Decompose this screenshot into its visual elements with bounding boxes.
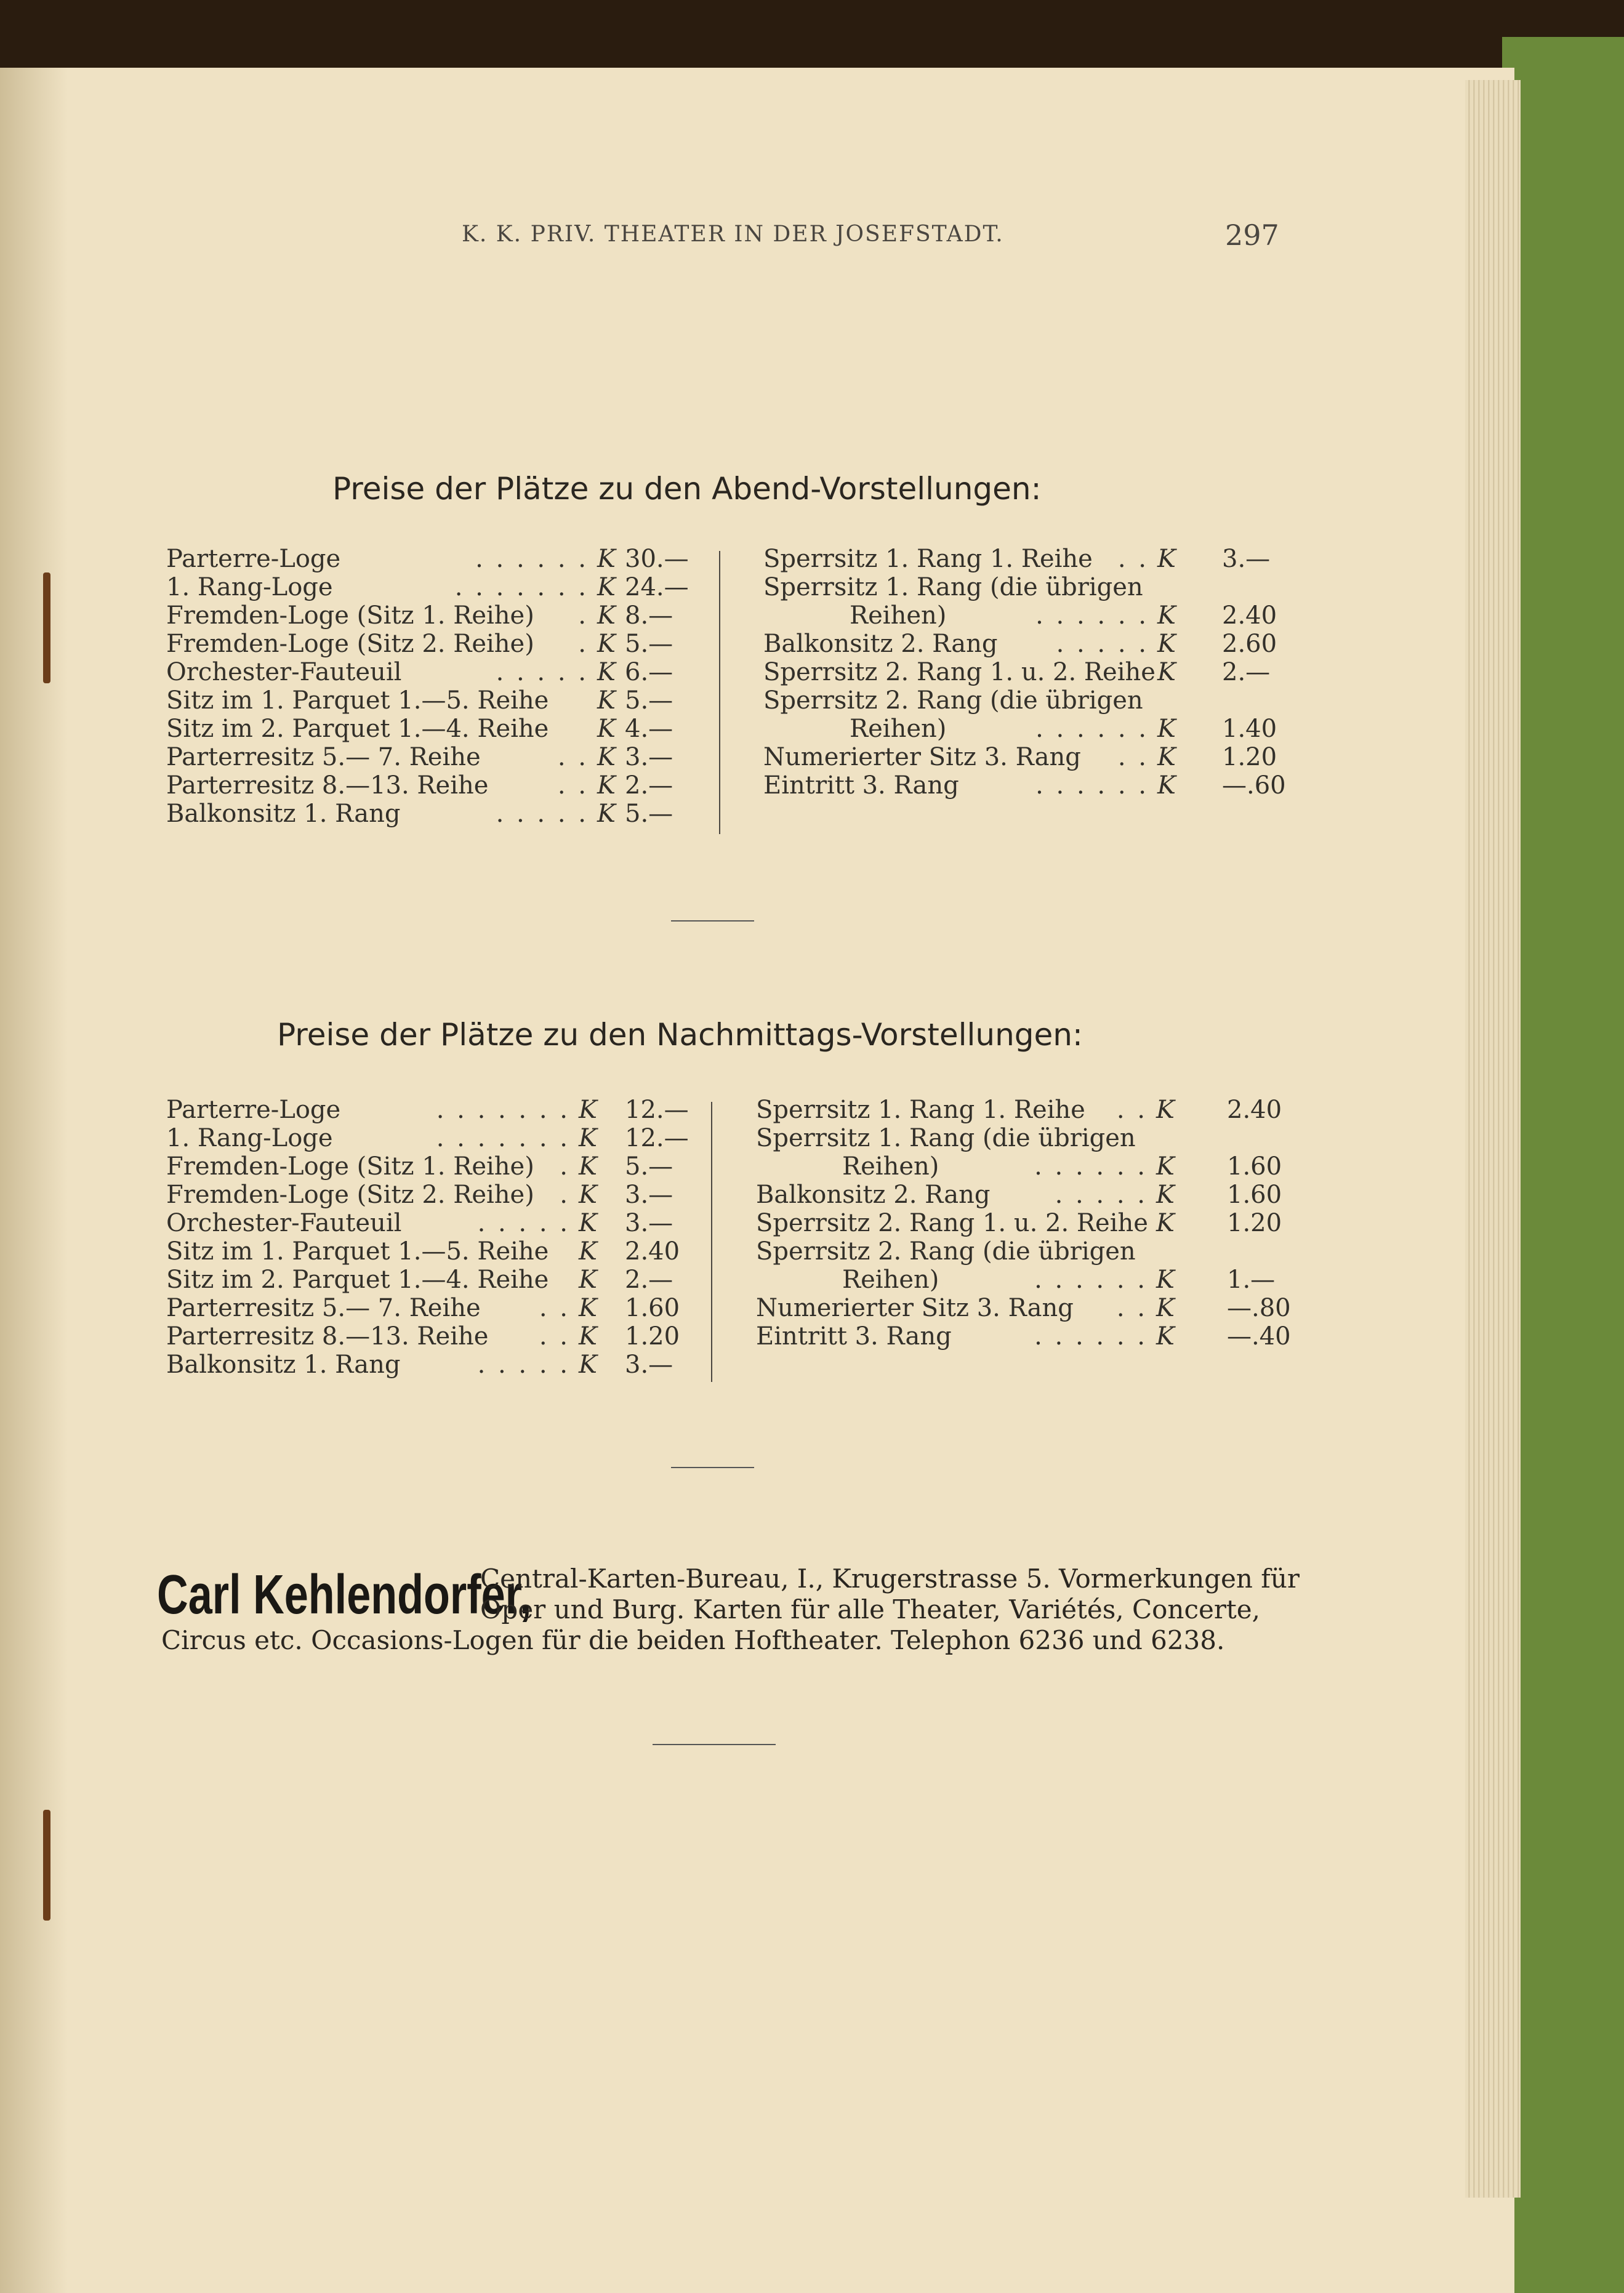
seat-label: Sitz im 2. Parquet 1.—4. Reihe xyxy=(166,1266,549,1294)
price-value: 3.— xyxy=(625,1351,673,1379)
price-row xyxy=(166,1124,689,1152)
seat-label: Sperrsitz 2. Rang (die übrigen xyxy=(756,1237,1136,1266)
leader-dots: . xyxy=(560,1181,570,1209)
currency-symbol: K xyxy=(1157,771,1176,800)
price-value: 24.— xyxy=(625,573,689,601)
leader-dots: . . xyxy=(1117,545,1149,573)
leader-dots: . . . . . . xyxy=(1035,715,1149,743)
leader-dots: . . . . . xyxy=(477,1351,570,1379)
leader-dots: . . . . . xyxy=(496,658,589,686)
price-row xyxy=(166,1096,689,1124)
price-value: 1.60 xyxy=(625,1294,680,1322)
currency-symbol: K xyxy=(1156,1266,1175,1294)
currency-symbol: K xyxy=(1157,743,1176,771)
seat-label: 1. Rang-Loge xyxy=(166,573,333,601)
seat-label: Sperrsitz 2. Rang 1. u. 2. Reihe xyxy=(763,658,1156,686)
price-row xyxy=(166,1351,677,1379)
price-value: 5.— xyxy=(625,630,673,658)
seat-label: Fremden-Loge (Sitz 1. Reihe) xyxy=(166,601,534,630)
price-row xyxy=(756,1209,1282,1237)
currency-symbol: K xyxy=(597,686,616,715)
currency-symbol: K xyxy=(597,800,616,828)
page-gutter xyxy=(0,68,68,2293)
seat-label: Sitz im 1. Parquet 1.—5. Reihe xyxy=(166,686,549,715)
currency-symbol: K xyxy=(579,1152,597,1181)
price-value: 5.— xyxy=(625,686,673,715)
price-value: 12.— xyxy=(625,1096,689,1124)
price-value: 1.60 xyxy=(1227,1152,1282,1181)
currency-symbol: K xyxy=(579,1266,597,1294)
seat-label: Sitz im 2. Parquet 1.—4. Reihe xyxy=(166,715,549,743)
price-row xyxy=(166,743,677,771)
afternoon-right-column xyxy=(756,1096,1291,1351)
price-value: 2.60 xyxy=(1222,630,1277,658)
currency-symbol: K xyxy=(579,1096,597,1124)
currency-symbol: K xyxy=(1156,1294,1175,1322)
price-value: 1.60 xyxy=(1227,1181,1282,1209)
seat-label: Eintritt 3. Rang xyxy=(756,1322,952,1351)
leader-dots: . . xyxy=(539,1322,570,1351)
currency-symbol: K xyxy=(579,1322,597,1351)
currency-symbol: K xyxy=(1156,1181,1175,1209)
price-row xyxy=(763,601,1277,630)
price-value: —.80 xyxy=(1227,1294,1291,1322)
price-value: 2.40 xyxy=(625,1237,680,1266)
currency-symbol: K xyxy=(1156,1096,1175,1124)
seat-label: Balkonsitz 2. Rang xyxy=(756,1181,991,1209)
currency-symbol: K xyxy=(597,545,616,573)
price-row xyxy=(763,545,1271,573)
price-row xyxy=(756,1152,1282,1181)
price-value: —.40 xyxy=(1227,1322,1291,1351)
price-value: 5.— xyxy=(625,800,673,828)
seat-label: Parterresitz 8.—13. Reihe xyxy=(166,1322,489,1351)
currency-symbol: K xyxy=(579,1294,597,1322)
leader-dots: . . . . . . xyxy=(1035,601,1149,630)
currency-symbol: K xyxy=(1157,545,1176,573)
leader-dots: . . . . . xyxy=(477,1209,570,1237)
seat-label: Sperrsitz 2. Rang (die übrigen xyxy=(763,686,1143,715)
price-row xyxy=(763,771,1286,800)
seat-label: Orchester-Fauteuil xyxy=(166,658,402,686)
seat-label: Parterre-Loge xyxy=(166,1096,341,1124)
seat-label: 1. Rang-Loge xyxy=(166,1124,333,1152)
currency-symbol: K xyxy=(579,1124,597,1152)
seat-label: Sitz im 1. Parquet 1.—5. Reihe xyxy=(166,1237,549,1266)
separator-rule xyxy=(653,1744,776,1745)
currency-symbol: K xyxy=(1156,1322,1175,1351)
currency-symbol: K xyxy=(1157,658,1176,686)
price-value: 1.20 xyxy=(1222,743,1277,771)
currency-symbol: K xyxy=(597,601,616,630)
leader-dots: . . . . . . xyxy=(1035,771,1149,800)
currency-symbol: K xyxy=(597,658,616,686)
price-value: 2.— xyxy=(625,771,673,800)
advert-line-2: Oper und Burg. Karten für alle Theater, Variétés, Concerte, xyxy=(480,1594,1261,1624)
seat-label: Sperrsitz 1. Rang (die übrigen xyxy=(763,573,1143,601)
advert-brand: Carl Kehlendorfer, xyxy=(157,1564,532,1626)
leader-dots: . xyxy=(560,1152,570,1181)
price-value: 6.— xyxy=(625,658,673,686)
price-value: 12.— xyxy=(625,1124,689,1152)
seat-label: Sperrsitz 1. Rang 1. Reihe xyxy=(763,545,1093,573)
price-row xyxy=(756,1322,1291,1351)
currency-symbol: K xyxy=(1156,1209,1175,1237)
price-value: 4.— xyxy=(625,715,673,743)
price-row xyxy=(166,1152,677,1181)
column-divider xyxy=(719,551,720,834)
price-value: 1.40 xyxy=(1222,715,1277,743)
price-value: 30.— xyxy=(625,545,689,573)
currency-symbol: K xyxy=(597,743,616,771)
price-row xyxy=(166,771,677,800)
leader-dots: . . . . . xyxy=(1055,1181,1148,1209)
price-row xyxy=(166,1294,680,1322)
leader-dots: . . xyxy=(1116,1294,1148,1322)
price-value: 2.— xyxy=(1222,658,1271,686)
seat-label: Sperrsitz 1. Rang 1. Reihe xyxy=(756,1096,1085,1124)
seat-label: Reihen) xyxy=(850,715,947,743)
advert-line-1: Central-Karten-Bureau, I., Krugerstrasse 5. Vormerkungen für xyxy=(480,1564,1300,1594)
price-row xyxy=(756,1124,1268,1152)
seat-label: Reihen) xyxy=(850,601,947,630)
price-row xyxy=(166,1322,680,1351)
currency-symbol: K xyxy=(1157,715,1176,743)
leader-dots: . . . . . xyxy=(496,800,589,828)
seat-label: Fremden-Loge (Sitz 1. Reihe) xyxy=(166,1152,534,1181)
price-value: 2.— xyxy=(625,1266,673,1294)
price-row xyxy=(166,1209,677,1237)
price-row xyxy=(166,601,677,630)
seat-label: Reihen) xyxy=(842,1152,939,1181)
seat-label: Parterresitz 5.— 7. Reihe xyxy=(166,1294,481,1322)
price-value: 5.— xyxy=(625,1152,673,1181)
price-value: 2.40 xyxy=(1222,601,1277,630)
currency-symbol: K xyxy=(597,771,616,800)
price-row xyxy=(756,1181,1282,1209)
leader-dots: . . . . . . . xyxy=(454,573,589,601)
leader-dots: . . . . . . xyxy=(1034,1152,1148,1181)
price-value: 3.— xyxy=(1222,545,1271,573)
leader-dots: . xyxy=(578,630,589,658)
separator-rule xyxy=(671,1467,754,1468)
price-row xyxy=(166,573,689,601)
leader-dots: . . xyxy=(557,771,589,800)
price-row xyxy=(166,800,677,828)
price-value: 1.— xyxy=(1227,1266,1276,1294)
leader-dots: . . . . . . xyxy=(1034,1266,1148,1294)
binding-clip xyxy=(43,572,50,683)
seat-label: Fremden-Loge (Sitz 2. Reihe) xyxy=(166,1181,534,1209)
leader-dots: . xyxy=(578,601,589,630)
seat-label: Fremden-Loge (Sitz 2. Reihe) xyxy=(166,630,534,658)
page-number: 297 xyxy=(1225,219,1279,252)
currency-symbol: K xyxy=(1156,1152,1175,1181)
currency-symbol: K xyxy=(579,1237,597,1266)
binding-clip xyxy=(43,1810,50,1921)
price-value: 8.— xyxy=(625,601,673,630)
leader-dots: . . xyxy=(557,743,589,771)
seat-label: Balkonsitz 1. Rang xyxy=(166,800,401,828)
price-row xyxy=(166,715,677,743)
currency-symbol: K xyxy=(579,1181,597,1209)
seat-label: Parterresitz 5.— 7. Reihe xyxy=(166,743,481,771)
price-row xyxy=(756,1096,1282,1124)
seat-label: Numerierter Sitz 3. Rang xyxy=(756,1294,1074,1322)
leader-dots: . . xyxy=(1117,743,1149,771)
price-row xyxy=(763,630,1277,658)
price-row xyxy=(763,743,1277,771)
currency-symbol: K xyxy=(579,1209,597,1237)
seat-label: Sperrsitz 1. Rang (die übrigen xyxy=(756,1124,1136,1152)
currency-symbol: K xyxy=(1157,630,1176,658)
leader-dots: . . xyxy=(539,1294,570,1322)
price-row xyxy=(756,1294,1291,1322)
seat-label: Parterre-Loge xyxy=(166,545,341,573)
price-value: 3.— xyxy=(625,743,673,771)
price-value: 1.20 xyxy=(625,1322,680,1351)
price-value: 2.40 xyxy=(1227,1096,1282,1124)
afternoon-heading: Preise der Plätze zu den Nachmittags-Vorstellungen: xyxy=(277,1017,1083,1053)
price-row xyxy=(756,1237,1268,1266)
seat-label: Balkonsitz 2. Rang xyxy=(763,630,998,658)
price-value: 3.— xyxy=(625,1181,673,1209)
currency-symbol: K xyxy=(1157,601,1176,630)
leader-dots: . . . . . xyxy=(1056,630,1149,658)
leader-dots: . . . . . . . xyxy=(436,1124,570,1152)
price-row xyxy=(166,1266,677,1294)
price-value: —.60 xyxy=(1222,771,1286,800)
leader-dots: . . . . . . . xyxy=(436,1096,570,1124)
price-row xyxy=(756,1266,1276,1294)
advert-line-3: Circus etc. Occasions-Logen für die beiden Hoftheater. Telephon 6236 und 6238. xyxy=(161,1625,1225,1655)
price-row xyxy=(763,573,1268,601)
price-value: 1.20 xyxy=(1227,1209,1282,1237)
leader-dots: . . . . . . xyxy=(1034,1322,1148,1351)
leader-dots: . . . . . . xyxy=(475,545,589,573)
separator-rule xyxy=(671,920,754,922)
price-row xyxy=(166,658,677,686)
seat-label: Orchester-Fauteuil xyxy=(166,1209,402,1237)
currency-symbol: K xyxy=(597,573,616,601)
currency-symbol: K xyxy=(579,1351,597,1379)
currency-symbol: K xyxy=(597,630,616,658)
price-row xyxy=(166,545,689,573)
seat-label: Reihen) xyxy=(842,1266,939,1294)
price-row xyxy=(763,658,1271,686)
price-value: 3.— xyxy=(625,1209,673,1237)
column-divider xyxy=(711,1102,712,1382)
seat-label: Balkonsitz 1. Rang xyxy=(166,1351,401,1379)
evening-heading: Preise der Plätze zu den Abend-Vorstellungen: xyxy=(332,471,1042,507)
price-row xyxy=(166,1237,680,1266)
evening-right-column xyxy=(763,545,1286,800)
seat-label: Numerierter Sitz 3. Rang xyxy=(763,743,1081,771)
currency-symbol: K xyxy=(597,715,616,743)
seat-label: Eintritt 3. Rang xyxy=(763,771,959,800)
price-row xyxy=(166,686,677,715)
leader-dots: . . xyxy=(1116,1096,1148,1124)
price-row xyxy=(166,630,677,658)
book-cover-top xyxy=(0,0,1624,68)
evening-left-column xyxy=(166,545,689,828)
page-edges xyxy=(1465,80,1521,2198)
seat-label: Parterresitz 8.—13. Reihe xyxy=(166,771,489,800)
seat-label: Sperrsitz 2. Rang 1. u. 2. Reihe xyxy=(756,1209,1148,1237)
running-title: K. K. PRIV. THEATER IN DER JOSEFSTADT. xyxy=(462,222,1004,247)
price-row xyxy=(763,686,1268,715)
price-row xyxy=(166,1181,677,1209)
afternoon-left-column xyxy=(166,1096,689,1379)
price-row xyxy=(763,715,1277,743)
